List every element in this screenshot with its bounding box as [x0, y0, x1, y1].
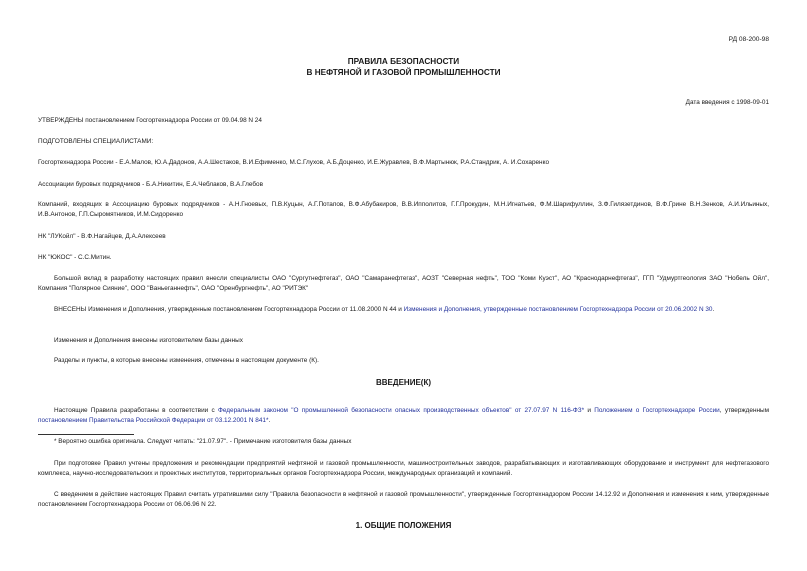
- amendments-suffix: .: [712, 306, 715, 313]
- footnote-separator: [38, 434, 134, 435]
- introduction-paragraph-3: С введением в действие настоящих Правил считать утратившими силу "Правила безопасности в нефтяной и газовой промышленности", утвержденные Госгортехнадзором России 14.12.92 и Дополнения и изменения к ним, утвержденные постановлением Госгортехнадзора России от 06.06.96 N 22.: [38, 491, 769, 508]
- government-decree-link[interactable]: постановлением Правительства Российской Федерации от 03.12.2001 N 841*: [38, 416, 269, 424]
- amendments-2002-link[interactable]: Изменения и Дополнения, утвержденные постановлением Госгортехнадзора России от 20.06.2002 N 30: [403, 306, 713, 313]
- prepared-yukos: НК "ЮКОС" - С.С.Митин.: [38, 254, 112, 261]
- footnote: * Вероятно ошибка оригинала. Следует читать: "21.07.97". - Примечание изготовителя базы данных: [54, 438, 352, 445]
- introduction-paragraph-2: При подготовке Правил учтены предложения и рекомендации предприятий нефтяной и газовой промышленности, машиностроительных заводов, разрабатывающих и изготавливающих оборудование и инструмент для нефтегазового комплекса, научно-исследовательских и проектных институтов, территориальных органов Госгортехнадзора России, международных организаций и компаний.: [38, 460, 769, 477]
- federal-law-link[interactable]: Федеральным законом "О промышленной безопасности опасных производственных объектов" от 27.07.97 N 116-ФЗ*: [218, 407, 585, 414]
- intro-p1-text-b: и: [584, 407, 595, 414]
- prepared-association: Ассоциации буровых подрядчиков - Б.А.Никитин, Е.А.Чеблаков, В.А.Глебов: [38, 181, 263, 188]
- section-1-heading: 1. ОБЩИЕ ПОЛОЖЕНИЯ: [355, 521, 452, 530]
- intro-p1-text-c: , утвержденным: [719, 407, 769, 414]
- introduction-heading: ВВЕДЕНИЕ(К): [376, 378, 431, 387]
- prepared-heading: ПОДГОТОВЛЕНЫ СПЕЦИАЛИСТАМИ:: [38, 138, 154, 145]
- sections-marked-note: Разделы и пункты, в которые внесены изменения, отмечены в настоящем документе (К).: [54, 357, 319, 364]
- introduction-date: Дата введения с 1998-09-01: [685, 99, 769, 106]
- amendments-paragraph: [38, 305, 769, 315]
- intro-p1-text-a: Настоящие Правила разработаны в соответствии с: [54, 407, 219, 414]
- introduction-paragraph-1: [38, 406, 769, 425]
- gosgortekhnadzor-regulation-link[interactable]: Положением о Госгортехнадзоре России: [594, 407, 720, 414]
- document-title-line1: ПРАВИЛА БЕЗОПАСНОСТИ: [347, 57, 460, 66]
- contribution-paragraph: Большой вклад в разработку настоящих правил внесли специалисты ОАО "Сургутнефтегаз", ОАО "Самаранефтегаз", АОЗТ "Северная нефть", ТОО "Коми Куэст", АО "Краснодарнефтегаз", ГГП "Удмуртгеология ЗАО "Нобель Ойл", Компания "Полярное Сияние", ООО "Ваньеганнефть", ОАО "Оренбургнефть", АО "РИТЭК": [38, 275, 769, 292]
- intro-p1-text-d: .: [268, 416, 271, 424]
- document-number: РД 08-200-98: [728, 36, 769, 43]
- prepared-companies: Компаний, входящих в Ассоциацию буровых подрядчиков - А.Н.Гноевых, П.В.Куцын, А.Г.Потапов, В.Ф.Абубакиров, В.В.Ипполитов, Г.Г.Прокудин, М.Н.Игнатьев, Ф.М.Шарифуллин, З.Ф.Гилязетдинов, В.Ф.Грине В.Н.Зенков, А.И.Ильиных, И.В.Антонов, Г.П.Сыромятников, И.М.Сидоренко: [38, 201, 769, 218]
- amendments-by-maker: Изменения и Дополнения внесены изготовителем базы данных: [54, 337, 243, 344]
- document-title-line2: В НЕФТЯНОЙ И ГАЗОВОЙ ПРОМЫШЛЕННОСТИ: [306, 68, 501, 77]
- prepared-gosgortekhnadzor: Госгортехнадзора России - Е.А.Малов, Ю.А.Дадонов, А.А.Шестаков, В.И.Ефименко, М.С.Глухов, А.Б.Доценко, И.Е.Журавлев, В.Ф.Мартынюк, Р.А.Стандрик, А. И.Сохаренко: [38, 159, 550, 166]
- amendments-text: ВНЕСЕНЫ Изменения и Дополнения, утвержденные постановлением Госгортехнадзора России от 11.08.2000 N 44 и: [54, 306, 404, 313]
- prepared-lukoil: НК "ЛУКойл" - В.Ф.Нагайцев, Д.А.Алексеев: [38, 233, 166, 240]
- approval-statement: УТВЕРЖДЕНЫ постановлением Госгортехнадзора России от 09.04.98 N 24: [38, 117, 262, 124]
